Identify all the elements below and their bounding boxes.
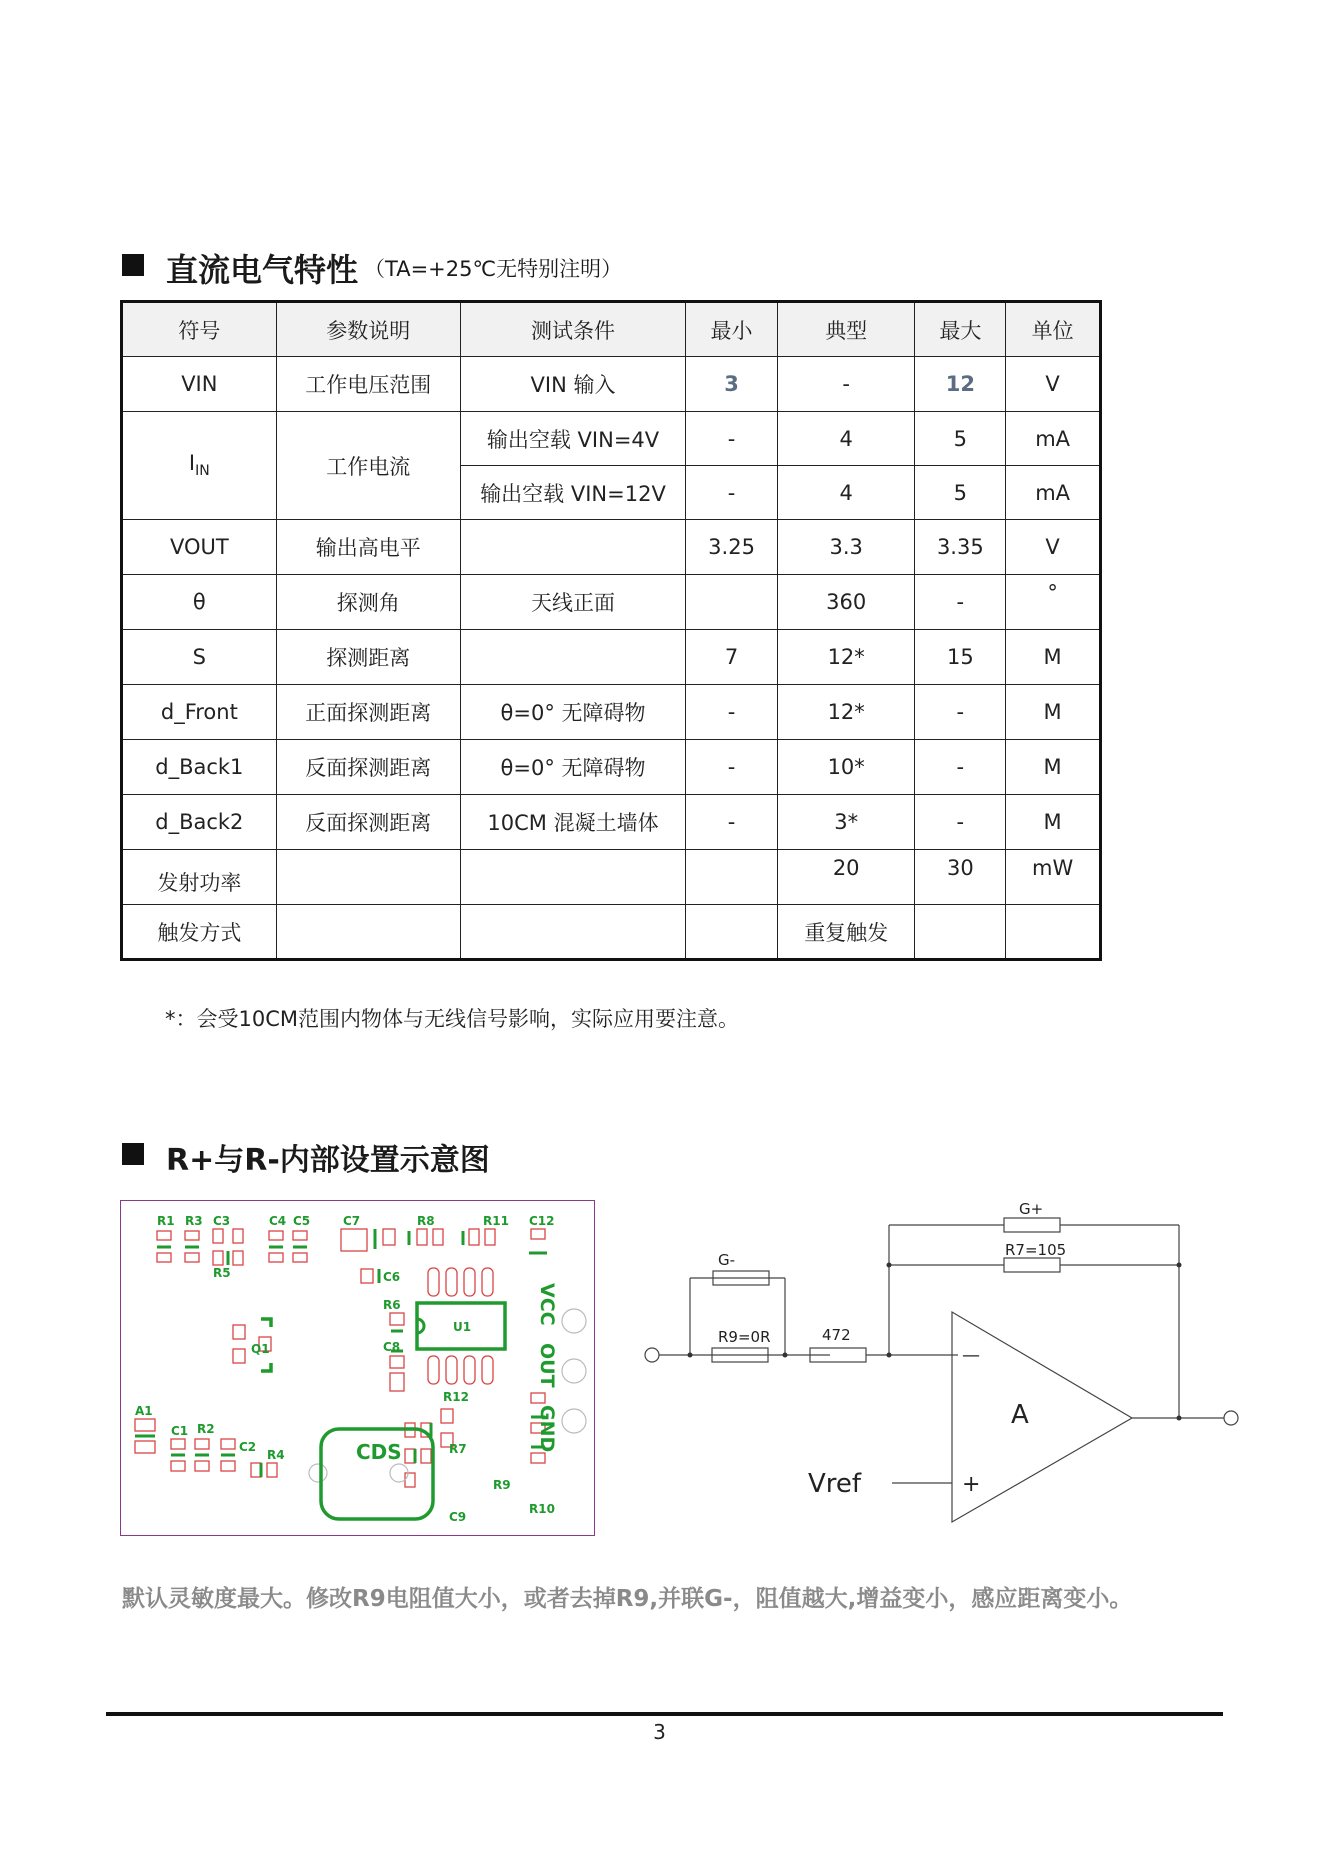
pcb-label: R7	[449, 1442, 467, 1456]
cell-param: 探测角	[276, 575, 460, 630]
cell-max: 15	[915, 630, 1006, 685]
cell-cond: θ=0° 无障碍物	[460, 740, 685, 795]
cell-min: 3.25	[686, 520, 778, 575]
cell-empty	[460, 850, 685, 905]
table-row	[122, 740, 1101, 795]
cell-unit: M	[1006, 630, 1101, 685]
cell-unit: M	[1006, 685, 1101, 740]
label-472: 472	[822, 1326, 851, 1344]
cell-max: -	[915, 740, 1006, 795]
cell-cond: θ=0° 无障碍物	[460, 685, 685, 740]
label-g-minus: G-	[718, 1251, 736, 1269]
cell-symbol: θ	[122, 575, 277, 630]
header-cell: 典型	[777, 302, 915, 357]
cell-empty	[915, 905, 1006, 960]
page-number: 3	[653, 1720, 666, 1744]
header-cell: 最大	[915, 302, 1006, 357]
cell-unit: mA	[1006, 412, 1101, 466]
section-subtitle: （TA=+25℃无特别注明）	[364, 257, 623, 281]
cell-symbol: d_Front	[122, 685, 277, 740]
cell-min: 7	[686, 630, 778, 685]
cell-typ: 360	[777, 575, 915, 630]
table-row	[122, 905, 1101, 960]
table-row	[122, 575, 1101, 630]
square-bullet-icon	[122, 1143, 144, 1165]
header-cell: 测试条件	[460, 302, 685, 357]
section-title: R+与R-内部设置示意图	[166, 1143, 490, 1178]
footer-rule	[106, 1712, 1223, 1716]
pcb-label: R10	[529, 1502, 555, 1516]
pcb-label: C3	[213, 1214, 231, 1228]
pcb-label: Q1	[251, 1342, 270, 1356]
pcb-label: R4	[267, 1448, 285, 1462]
cell-typ: -	[777, 357, 915, 412]
gain-setting-note: 默认灵敏度最大。修改R9电阻值大小，或者去掉R9,并联G-，阻值越大,增益变小，感应距离变小。	[122, 1586, 1133, 1612]
label-amp: A	[1011, 1400, 1029, 1430]
cell-unit: V	[1006, 357, 1101, 412]
pcb-label: VCC	[536, 1283, 558, 1326]
cell-cond: 10CM 混凝土墙体	[460, 795, 685, 850]
circuit-labels	[718, 1200, 1066, 1499]
cell-param: 反面探测距离	[276, 795, 460, 850]
pcb-label: U1	[453, 1320, 472, 1334]
table-row	[122, 795, 1101, 850]
label-minus-input: —	[962, 1345, 980, 1366]
cell-max: 3.35	[915, 520, 1006, 575]
cell-empty	[686, 905, 778, 960]
pcb-label: C7	[343, 1214, 361, 1228]
cell-max: -	[915, 575, 1006, 630]
pcb-label: R3	[185, 1214, 203, 1228]
cell-empty	[686, 850, 778, 905]
cell-cond: VIN 输入	[460, 357, 685, 412]
pcb-label: R9	[493, 1478, 511, 1492]
cell-typ: 3*	[777, 795, 915, 850]
cell-symbol: d_Back2	[122, 795, 277, 850]
cell-symbol: VOUT	[122, 520, 277, 575]
cell-symbol: VIN	[122, 357, 277, 412]
cell-max: 12	[915, 357, 1006, 412]
label-g-plus: G+	[1019, 1200, 1044, 1218]
cell-cond	[460, 630, 685, 685]
pcb-label: OUT	[536, 1343, 558, 1388]
pcb-label: GND	[536, 1405, 558, 1453]
header-cell: 最小	[686, 302, 778, 357]
dc-spec-table	[120, 300, 1102, 961]
table-row	[122, 412, 1101, 466]
section-title: 直流电气特性	[166, 251, 359, 289]
opamp-circuit-diagram	[630, 1190, 1250, 1554]
cell-unit: M	[1006, 740, 1101, 795]
cell-max: -	[915, 685, 1006, 740]
pcb-label: C1	[171, 1424, 189, 1438]
pcb-label: C12	[529, 1214, 555, 1228]
table-row	[122, 630, 1101, 685]
pcb-label: C5	[293, 1214, 311, 1228]
cell-unit: V	[1006, 520, 1101, 575]
cell-empty	[1006, 905, 1101, 960]
label-r7: R7=105	[1005, 1241, 1067, 1259]
cell-symbol: 发射功率	[122, 850, 277, 905]
label-plus-input: +	[962, 1472, 981, 1497]
pcb-label: CDS	[356, 1440, 402, 1464]
cell-param: 探测距离	[276, 630, 460, 685]
pcb-label: C9	[449, 1510, 467, 1524]
cell-symbol: S	[122, 630, 277, 685]
pcb-label: R2	[197, 1422, 215, 1436]
cell-symbol-iin: $I_{IN}$	[122, 412, 277, 520]
cell-min: -	[686, 685, 778, 740]
label-vref: Vref	[808, 1469, 862, 1499]
cell-typ: 10*	[777, 740, 915, 795]
cell-typ: 20	[777, 850, 915, 905]
section-heading-dc	[122, 245, 622, 291]
cell-typ: 12*	[777, 630, 915, 685]
cell-typ: 4	[777, 466, 915, 520]
cell-param: 输出高电平	[276, 520, 460, 575]
pcb-label: A1	[135, 1404, 153, 1418]
pcb-silkscreen	[135, 1229, 547, 1519]
cell-max: 5	[915, 466, 1006, 520]
cell-min: -	[686, 412, 778, 466]
cell-max: -	[915, 795, 1006, 850]
pcb-label: C4	[269, 1214, 287, 1228]
pcb-layout-diagram	[120, 1200, 595, 1536]
table-row	[122, 850, 1101, 905]
pcb-label: R12	[443, 1390, 469, 1404]
table-row	[122, 685, 1101, 740]
cell-unit: mA	[1006, 466, 1101, 520]
header-cell: 单位	[1006, 302, 1101, 357]
cell-typ: 3.3	[777, 520, 915, 575]
cell-cond: 天线正面	[460, 575, 685, 630]
cell-unit: M	[1006, 795, 1101, 850]
square-bullet-icon	[122, 254, 144, 276]
cell-min: -	[686, 795, 778, 850]
pcb-label: R6	[383, 1298, 401, 1312]
cell-cond: 输出空载 VIN=12V	[460, 466, 685, 520]
pcb-label: R8	[417, 1214, 435, 1228]
pcb-pads	[135, 1229, 545, 1487]
cell-min: -	[686, 466, 778, 520]
pcb-label: C8	[383, 1340, 401, 1354]
cell-cond	[460, 520, 685, 575]
cell-max: 5	[915, 412, 1006, 466]
cell-unit: °	[1006, 575, 1101, 630]
header-cell: 符号	[122, 302, 277, 357]
cell-unit: mW	[1006, 850, 1101, 905]
table-row	[122, 520, 1101, 575]
pcb-label: R1	[157, 1214, 175, 1228]
header-cell: 参数说明	[276, 302, 460, 357]
cell-empty	[276, 905, 460, 960]
circuit-svg	[630, 1190, 1250, 1550]
cell-typ: 重复触发	[777, 905, 915, 960]
cell-typ: 12*	[777, 685, 915, 740]
table-header-row	[122, 302, 1101, 357]
pcb-svg	[121, 1201, 596, 1537]
pcb-label: C2	[239, 1440, 257, 1454]
pcb-label: C6	[383, 1270, 401, 1284]
cell-symbol: 触发方式	[122, 905, 277, 960]
cell-symbol: d_Back1	[122, 740, 277, 795]
cell-max: 30	[915, 850, 1006, 905]
cell-param: 正面探测距离	[276, 685, 460, 740]
section-heading-rplus	[122, 1135, 490, 1179]
cell-param: 工作电压范围	[276, 357, 460, 412]
cell-param: 工作电流	[276, 412, 460, 520]
pcb-label: R11	[483, 1214, 509, 1228]
cell-param: 反面探测距离	[276, 740, 460, 795]
cell-min	[686, 575, 778, 630]
cell-empty	[460, 905, 685, 960]
cell-min: -	[686, 740, 778, 795]
cell-cond: 输出空载 VIN=4V	[460, 412, 685, 466]
table-footnote: *：会受10CM范围内物体与无线信号影响，实际应用要注意。	[165, 1007, 740, 1031]
table-row	[122, 357, 1101, 412]
cell-typ: 4	[777, 412, 915, 466]
cell-empty	[276, 850, 460, 905]
pcb-label: R5	[213, 1266, 231, 1280]
cell-min: 3	[686, 357, 778, 412]
label-r9: R9=0R	[718, 1328, 771, 1346]
